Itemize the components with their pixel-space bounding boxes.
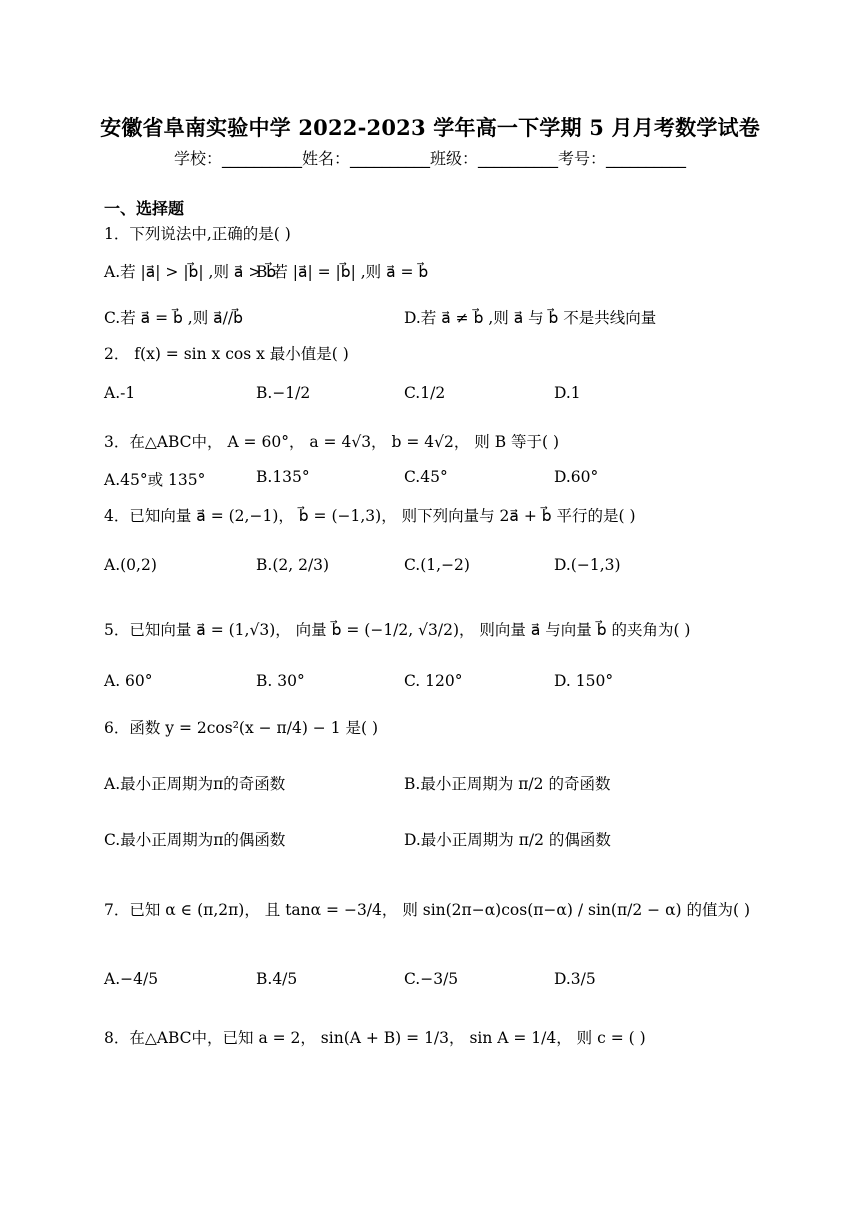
question-7-option-a: A.−4/5 <box>104 970 159 988</box>
question-5-stem: 5．已知向量 a⃗ = (1,√3)， 向量 b⃗ = (−1/2, √3/2)， 则向量 a⃗ 与向量 b⃗ 的夹角为( ) <box>104 621 691 639</box>
question-6-stem: 6．函数 y = 2cos²(x − π/4) − 1 是( ) <box>104 719 379 737</box>
question-1-stem: 1．下列说法中,正确的是( ) <box>104 225 291 243</box>
section-title: 一、选择题 <box>104 199 185 218</box>
question-5-option-b: B. 30° <box>256 672 305 690</box>
question-2-option-d: D.1 <box>554 384 581 402</box>
question-5-option-a: A. 60° <box>104 672 153 690</box>
question-3-option-d: D.60° <box>554 468 599 486</box>
question-4-option-d: D.(−1,3) <box>554 556 621 574</box>
question-8-stem: 8．在△ABC中，已知 a = 2， sin(A + B) = 1/3， sin A = 1/4， 则 c = ( ) <box>104 1029 646 1047</box>
exam-title: 安徽省阜南实验中学 2022-2023 学年高一下学期 5 月月考数学试卷 <box>100 115 760 140</box>
question-6-option-a: A.最小正周期为π的奇函数 <box>104 775 286 793</box>
question-3-option-c: C.45° <box>404 468 448 486</box>
question-5-option-d: D. 150° <box>554 672 614 690</box>
question-6-option-d: D.最小正周期为 π/2 的偶函数 <box>404 831 611 849</box>
question-6-option-c: C.最小正周期为π的偶函数 <box>104 831 286 849</box>
question-3-option-a: A.45°或 135° <box>104 471 206 489</box>
question-6-option-b: B.最小正周期为 π/2 的奇函数 <box>404 775 611 793</box>
question-1-option-c: C.若 a⃗ = b⃗ ,则 a⃗//b⃗ <box>104 309 243 327</box>
question-1-option-a: A.若 |a⃗| > |b⃗| ,则 a⃗ > b⃗ <box>104 263 277 281</box>
student-info-line: 学校：__________姓名：__________班级：__________考号：__________ <box>173 149 686 168</box>
question-4-stem: 4．已知向量 a⃗ = (2,−1)， b⃗ = (−1,3)， 则下列向量与 2a⃗ + b⃗ 平行的是( ) <box>104 507 636 525</box>
question-4-option-c: C.(1,−2) <box>404 556 470 574</box>
question-1-option-b: B.若 |a⃗| = |b⃗| ,则 a⃗ = b⃗ <box>256 263 429 281</box>
question-1-option-d: D.若 a⃗ ≠ b⃗ ,则 a⃗ 与 b⃗ 不是共线向量 <box>404 309 657 327</box>
question-2-stem: 2． f(x) = sin x cos x 最小值是( ) <box>104 345 349 363</box>
question-5-option-c: C. 120° <box>404 672 463 690</box>
question-3-stem: 3．在△ABC中， A = 60°， a = 4√3， b = 4√2， 则 B 等于( ) <box>104 433 560 451</box>
question-7-option-c: C.−3/5 <box>404 970 459 988</box>
question-2-option-b: B.−1/2 <box>256 384 311 402</box>
question-7-option-d: D.3/5 <box>554 970 596 988</box>
question-2-option-a: A.-1 <box>104 384 136 402</box>
question-2-option-c: C.1/2 <box>404 384 446 402</box>
question-3-option-b: B.135° <box>256 468 310 486</box>
question-7-stem: 7．已知 α ∈ (π,2π)， 且 tanα = −3/4， 则 sin(2π−α)cos(π−α) / sin(π/2 − α) 的值为( ) <box>104 901 751 919</box>
question-4-option-a: A.(0,2) <box>104 556 157 574</box>
question-4-option-b: B.(2, 2/3) <box>256 556 330 574</box>
question-7-option-b: B.4/5 <box>256 970 298 988</box>
